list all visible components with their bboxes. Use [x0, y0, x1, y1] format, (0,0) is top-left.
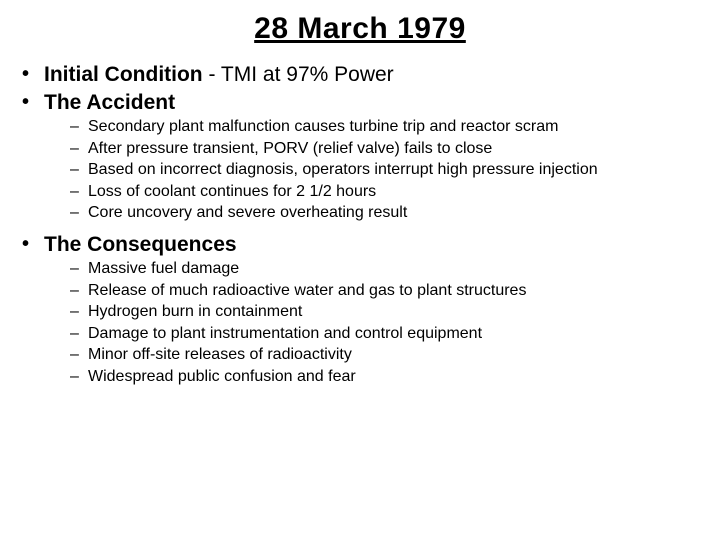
dash-icon: –	[70, 204, 79, 222]
dash-icon: –	[70, 161, 79, 179]
list-item-label: Based on incorrect diagnosis, operators interrupt high pressure injection	[88, 161, 598, 179]
bullet-text	[44, 62, 702, 88]
list-item-label: Massive fuel damage	[88, 260, 240, 278]
list-item	[70, 324, 702, 344]
dash-icon: –	[70, 346, 79, 364]
list-item	[70, 182, 702, 202]
bullet-the-accident	[22, 90, 702, 116]
bullet-rest: - TMI at 97% Power	[202, 63, 394, 86]
dash-icon: –	[70, 260, 79, 278]
list-item-label: Minor off-site releases of radioactivity	[88, 346, 352, 364]
list-item	[70, 367, 702, 387]
dash-icon: –	[70, 182, 79, 200]
dash-icon: –	[70, 139, 79, 157]
bullet-the-consequences	[22, 232, 702, 258]
sublist-the-consequences	[22, 259, 702, 387]
bullet-dot-icon: •	[22, 63, 30, 85]
list-item	[70, 160, 702, 180]
dash-icon: –	[70, 324, 79, 342]
slide-body	[0, 62, 720, 387]
list-item-label: Loss of coolant continues for 2 1/2 hours	[88, 182, 377, 200]
list-item-label: Secondary plant malfunction causes turbine trip and reactor scram	[88, 118, 559, 136]
list-item-label: After pressure transient, PORV (relief valve) fails to close	[88, 139, 493, 157]
list-item	[70, 302, 702, 322]
list-item-label: Widespread public confusion and fear	[88, 367, 356, 385]
list-item	[70, 117, 702, 137]
bullet-label: Initial Condition	[44, 63, 203, 86]
sublist-the-accident	[22, 117, 702, 223]
dash-icon: –	[70, 118, 79, 136]
bullet-dot-icon: •	[22, 90, 30, 113]
list-item-label: Release of much radioactive water and gas to plant structures	[88, 281, 527, 299]
bullet-label: The Accident	[44, 90, 176, 114]
list-item	[70, 259, 702, 279]
list-item	[70, 203, 702, 223]
list-item-label: Hydrogen burn in containment	[88, 303, 303, 321]
list-item	[70, 139, 702, 159]
dash-icon: –	[70, 281, 79, 299]
list-item	[70, 345, 702, 365]
bullet-initial-condition	[22, 62, 702, 88]
slide	[0, 12, 720, 552]
dash-icon: –	[70, 303, 79, 321]
slide-title: 28 March 1979	[254, 12, 466, 45]
list-item	[70, 281, 702, 301]
bullet-dot-icon: •	[22, 232, 30, 255]
bullet-label: The Consequences	[44, 232, 237, 256]
dash-icon: –	[70, 367, 79, 385]
list-item-label: Core uncovery and severe overheating result	[88, 204, 408, 222]
list-item-label: Damage to plant instrumentation and control equipment	[88, 324, 483, 342]
